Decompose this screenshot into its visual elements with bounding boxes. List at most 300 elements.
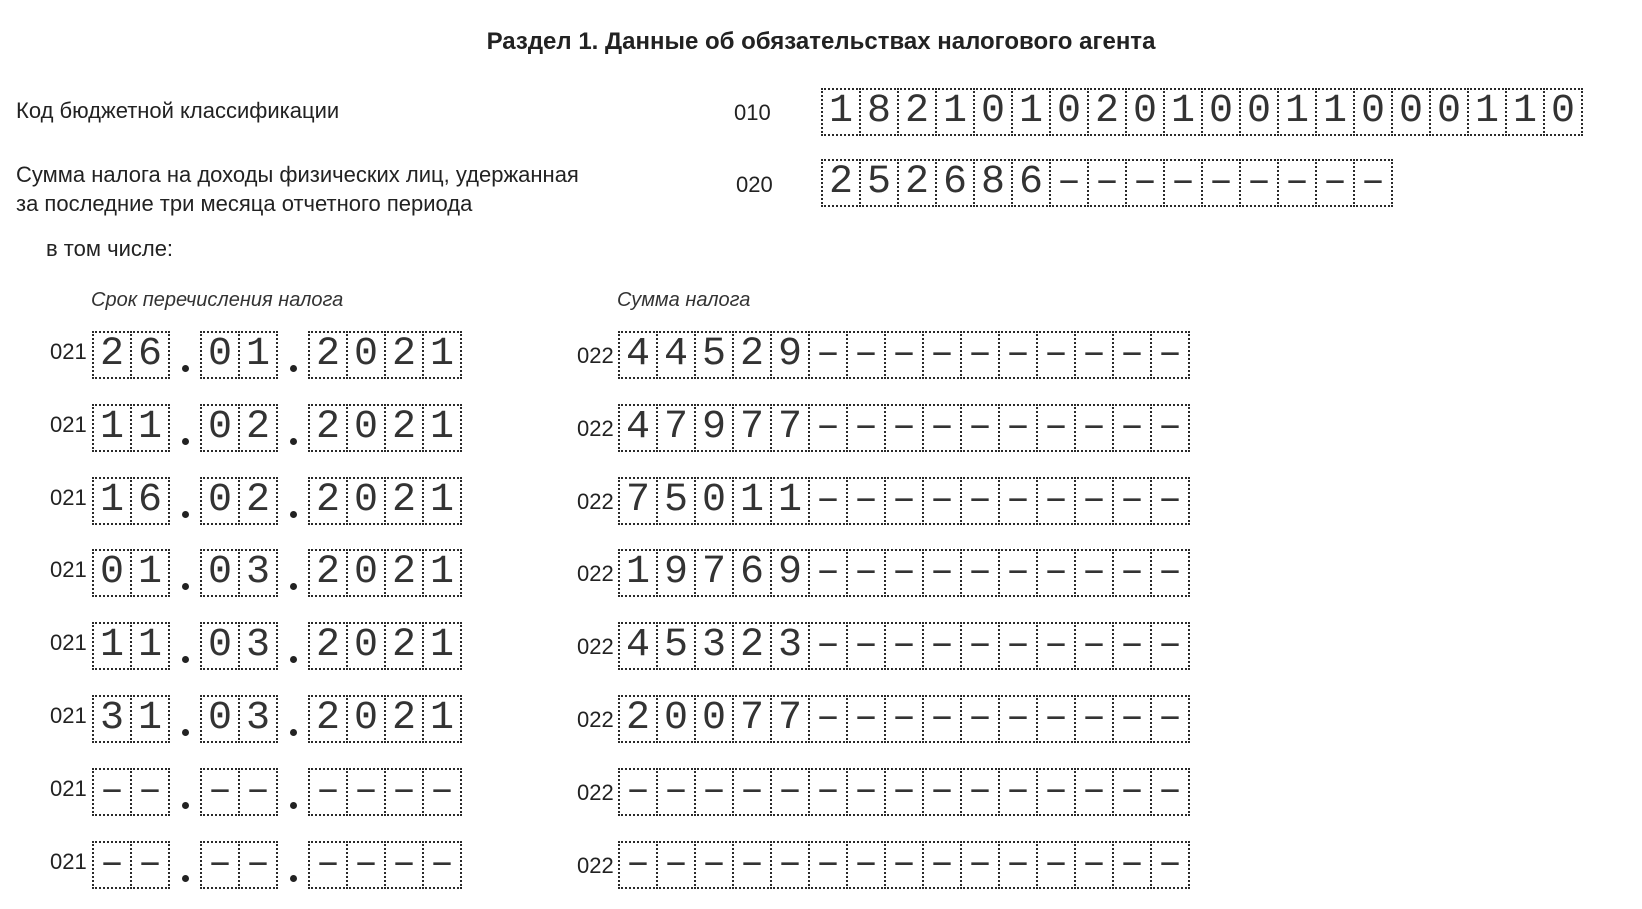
date-year-cell[interactable]: 2 [384,549,424,597]
tax-amount-digit-cell[interactable]: – [656,841,696,889]
tax-amount-digit-cell[interactable]: – [960,549,1000,597]
date-line-code: 021 [50,485,87,510]
tax-amount-digit-cell[interactable]: – [808,768,848,816]
tax-amount-digit-cell[interactable]: – [998,331,1038,379]
tax-amount-digit-cell[interactable]: – [998,768,1038,816]
tax-amount-digit-cell[interactable]: – [1074,331,1114,379]
date-year-cell[interactable]: 1 [422,331,462,379]
date-day-cell[interactable]: 1 [130,622,170,670]
date-month-group[interactable] [200,622,278,670]
tax-amount-digit-cell[interactable]: 0 [656,695,696,743]
tax-amount-digit-cell[interactable]: – [960,841,1000,889]
amount-line-code: 022 [577,561,614,586]
tax-amount-digit-cell[interactable]: 0 [694,477,734,525]
kbk-digit-cell[interactable]: 0 [1391,88,1431,136]
tax-amount-digit-cell[interactable]: – [960,622,1000,670]
payment-date-field[interactable] [92,768,462,816]
tax-amount-digit-cell[interactable]: – [960,695,1000,743]
tax-amount-digit-cell[interactable]: – [1074,477,1114,525]
tax-amount-digit-cell[interactable]: – [1112,477,1152,525]
tax-amount-digit-cell[interactable]: – [808,477,848,525]
tax-amount-digit-cell[interactable]: 7 [732,404,772,452]
date-year-group[interactable] [308,477,462,525]
date-day-cell[interactable]: – [92,841,132,889]
date-month-cell[interactable]: – [238,841,278,889]
date-month-cell[interactable]: – [200,768,240,816]
kbk-digit-cell[interactable]: 0 [973,88,1013,136]
date-separator-dot [170,841,200,889]
tax-amount-digit-cell[interactable]: 7 [732,695,772,743]
tax-amount-digit-cell[interactable]: 7 [770,695,810,743]
tax-sum-digit-cell[interactable]: – [1125,159,1165,207]
date-month-cell[interactable]: 0 [200,331,240,379]
payment-date-field[interactable] [92,331,462,379]
kbk-label: Код бюджетной классификации [16,98,340,123]
tax-amount-digit-cell[interactable]: – [1112,695,1152,743]
kbk-digit-cell[interactable]: 0 [1429,88,1469,136]
tax-sum-digit-cell[interactable]: – [1353,159,1393,207]
tax-amount-digit-cell[interactable]: – [1112,622,1152,670]
date-year-cell[interactable]: 2 [384,622,424,670]
tax-amount-field[interactable] [618,622,1190,670]
date-day-group[interactable] [92,695,170,743]
date-year-cell[interactable]: 2 [308,695,348,743]
tax-amount-digit-cell[interactable]: – [1150,404,1190,452]
tax-amount-digit-cell[interactable]: 5 [656,477,696,525]
date-month-cell[interactable]: 0 [200,549,240,597]
date-month-cell[interactable]: – [200,841,240,889]
tax-amount-digit-cell[interactable]: – [1112,549,1152,597]
section-title: Раздел 1. Данные об обязательствах налогового агента [486,28,1156,55]
amount-line-code: 022 [577,780,614,805]
tax-amount-digit-cell[interactable]: – [1036,549,1076,597]
tax-amount-digit-cell[interactable]: – [770,841,810,889]
tax-sum-digit-cell[interactable]: 8 [973,159,1013,207]
tax-amount-digit-cell[interactable]: – [1036,841,1076,889]
date-day-cell[interactable]: 6 [130,477,170,525]
date-year-cell[interactable]: 1 [422,549,462,597]
tax-amount-digit-cell[interactable]: 5 [694,331,734,379]
tax-amount-digit-cell[interactable]: – [884,841,924,889]
tax-amount-digit-cell[interactable]: – [922,695,962,743]
date-day-group[interactable] [92,404,170,452]
tax-amount-digit-cell[interactable]: – [922,477,962,525]
tax-amount-digit-cell[interactable]: – [846,477,886,525]
tax-amount-digit-cell[interactable]: – [922,404,962,452]
date-year-cell[interactable]: 0 [346,549,386,597]
date-year-group[interactable] [308,404,462,452]
amount-column-header: Сумма налога [617,289,751,311]
date-year-cell[interactable]: 2 [384,404,424,452]
date-year-cell[interactable]: 0 [346,622,386,670]
date-line-code: 021 [50,630,87,655]
payment-date-field[interactable] [92,695,462,743]
tax-sum-digit-cell[interactable]: 2 [821,159,861,207]
tax-amount-digit-cell[interactable]: – [922,549,962,597]
tax-amount-digit-cell[interactable]: – [808,404,848,452]
tax-amount-digit-cell[interactable]: – [846,331,886,379]
tax-amount-digit-cell[interactable]: 6 [732,549,772,597]
amount-line-code: 022 [577,343,614,368]
date-separator-dot [170,768,200,816]
tax-amount-digit-cell[interactable]: – [1074,622,1114,670]
date-day-cell[interactable]: 3 [92,695,132,743]
tax-amount-digit-cell[interactable]: – [884,695,924,743]
kbk-digit-cell[interactable]: 0 [1353,88,1393,136]
date-year-cell[interactable]: 2 [308,331,348,379]
date-line-code: 021 [50,703,87,728]
tax-amount-digit-cell[interactable]: 1 [770,477,810,525]
date-year-cell[interactable]: 1 [422,695,462,743]
date-year-group[interactable] [308,841,462,889]
kbk-digit-cell[interactable]: 1 [1467,88,1507,136]
tax-sum-digit-cell[interactable]: – [1239,159,1279,207]
tax-amount-digit-cell[interactable]: – [808,622,848,670]
tax-amount-digit-cell[interactable]: – [1150,841,1190,889]
tax-sum-cells[interactable] [821,159,1393,207]
amount-line-code: 022 [577,707,614,732]
tax-amount-digit-cell[interactable]: – [884,477,924,525]
date-line-code: 021 [50,776,87,801]
tax-amount-digit-cell[interactable]: – [1074,768,1114,816]
tax-amount-digit-cell[interactable]: – [732,768,772,816]
tax-amount-digit-cell[interactable]: 7 [694,549,734,597]
tax-amount-digit-cell[interactable]: – [694,768,734,816]
tax-amount-field[interactable] [618,404,1190,452]
tax-amount-digit-cell[interactable]: – [808,549,848,597]
date-month-cell[interactable]: 3 [238,549,278,597]
payment-date-field[interactable] [92,549,462,597]
date-separator-dot [170,695,200,743]
kbk-digit-cell[interactable]: 1 [1315,88,1355,136]
date-year-cell[interactable]: 2 [384,331,424,379]
tax-amount-digit-cell[interactable]: – [846,768,886,816]
kbk-line-code: 010 [734,100,771,125]
date-day-cell[interactable]: 1 [130,404,170,452]
kbk-digit-cell[interactable]: 0 [1543,88,1583,136]
date-year-group[interactable] [308,622,462,670]
kbk-digit-cell[interactable]: 1 [1277,88,1317,136]
date-month-group[interactable] [200,477,278,525]
tax-amount-digit-cell[interactable]: – [1150,622,1190,670]
date-day-cell[interactable]: – [130,768,170,816]
tax-amount-digit-cell[interactable]: – [1150,549,1190,597]
kbk-digit-cell[interactable]: 1 [1163,88,1203,136]
tax-amount-digit-cell[interactable]: – [884,404,924,452]
amount-line-code: 022 [577,853,614,878]
date-year-group[interactable] [308,695,462,743]
date-separator-dot [278,404,308,452]
date-line-code: 021 [50,339,87,364]
date-day-group[interactable] [92,622,170,670]
payment-date-field[interactable] [92,477,462,525]
tax-amount-digit-cell[interactable]: 9 [770,331,810,379]
amount-line-code: 022 [577,489,614,514]
tax-amount-digit-cell[interactable]: – [1112,404,1152,452]
date-day-group[interactable] [92,477,170,525]
date-year-cell[interactable]: 2 [308,622,348,670]
tax-amount-digit-cell[interactable]: 2 [732,622,772,670]
tax-sum-digit-cell[interactable]: 5 [859,159,899,207]
kbk-digit-cell[interactable]: 2 [1087,88,1127,136]
date-month-group[interactable] [200,695,278,743]
date-day-cell[interactable]: – [92,768,132,816]
tax-sum-digit-cell[interactable]: – [1163,159,1203,207]
date-year-cell[interactable]: – [308,768,348,816]
kbk-digit-cell[interactable]: 2 [897,88,937,136]
tax-amount-digit-cell[interactable]: – [998,695,1038,743]
tax-amount-digit-cell[interactable]: – [618,841,658,889]
tax-amount-digit-cell[interactable]: 4 [656,331,696,379]
date-separator-dot [278,841,308,889]
tax-amount-digit-cell[interactable]: 7 [770,404,810,452]
tax-amount-digit-cell[interactable]: – [998,404,1038,452]
tax-amount-digit-cell[interactable]: 3 [770,622,810,670]
date-year-cell[interactable]: 2 [308,404,348,452]
date-year-cell[interactable]: – [422,841,462,889]
payment-date-field[interactable] [92,404,462,452]
tax-amount-digit-cell[interactable]: – [1036,768,1076,816]
date-month-cell[interactable]: 0 [200,695,240,743]
date-line-code: 021 [50,849,87,874]
date-year-cell[interactable]: 0 [346,331,386,379]
tax-sum-digit-cell[interactable]: 6 [1011,159,1051,207]
tax-amount-digit-cell[interactable]: 7 [656,404,696,452]
tax-amount-digit-cell[interactable]: – [998,841,1038,889]
date-year-cell[interactable]: – [346,841,386,889]
tax-amount-digit-cell[interactable]: – [1074,404,1114,452]
tax-amount-digit-cell[interactable]: 1 [618,549,658,597]
date-month-cell[interactable]: 3 [238,695,278,743]
date-year-group[interactable] [308,768,462,816]
kbk-digit-cell[interactable]: 0 [1201,88,1241,136]
date-separator-dot [170,549,200,597]
tax-amount-digit-cell[interactable]: – [1074,695,1114,743]
kbk-digit-cell[interactable]: 1 [935,88,975,136]
tax-amount-digit-cell[interactable]: 1 [732,477,772,525]
date-month-cell[interactable]: 1 [238,331,278,379]
tax-sum-digit-cell[interactable]: 2 [897,159,937,207]
date-year-cell[interactable]: 0 [346,477,386,525]
date-year-cell[interactable]: – [422,768,462,816]
tax-amount-digit-cell[interactable]: – [1036,695,1076,743]
tax-amount-digit-cell[interactable]: – [808,695,848,743]
date-line-code: 021 [50,557,87,582]
date-day-cell[interactable]: 0 [92,549,132,597]
date-year-cell[interactable]: – [308,841,348,889]
date-day-group[interactable] [92,549,170,597]
kbk-digit-cell[interactable]: 0 [1239,88,1279,136]
tax-amount-digit-cell[interactable]: – [922,841,962,889]
tax-sum-digit-cell[interactable]: – [1049,159,1089,207]
tax-amount-digit-cell[interactable]: – [770,768,810,816]
tax-amount-digit-cell[interactable]: 9 [656,549,696,597]
tax-amount-digit-cell[interactable]: 2 [618,695,658,743]
tax-amount-digit-cell[interactable]: – [618,768,658,816]
tax-amount-digit-cell[interactable]: – [808,331,848,379]
tax-amount-field[interactable] [618,549,1190,597]
tax-sum-digit-cell[interactable]: 6 [935,159,975,207]
kbk-digit-cell[interactable]: 1 [1505,88,1545,136]
tax-sum-label-line1: Сумма налога на доходы физических лиц, удержанная [16,162,579,187]
tax-amount-digit-cell[interactable]: – [846,841,886,889]
date-day-group[interactable] [92,331,170,379]
tax-amount-digit-cell[interactable]: – [1074,549,1114,597]
tax-amount-digit-cell[interactable]: – [884,768,924,816]
date-day-cell[interactable]: 6 [130,331,170,379]
tax-amount-digit-cell[interactable]: – [694,841,734,889]
date-year-cell[interactable]: – [384,768,424,816]
tax-amount-digit-cell[interactable]: – [998,549,1038,597]
date-year-group[interactable] [308,549,462,597]
tax-amount-digit-cell[interactable]: – [846,549,886,597]
tax-amount-digit-cell[interactable]: – [1150,477,1190,525]
date-month-cell[interactable]: 0 [200,622,240,670]
date-separator-dot [278,695,308,743]
tax-sum-digit-cell[interactable]: – [1277,159,1317,207]
tax-amount-digit-cell[interactable]: – [1150,768,1190,816]
date-year-cell[interactable]: 1 [422,477,462,525]
tax-amount-field[interactable] [618,768,1190,816]
tax-amount-digit-cell[interactable]: – [1036,477,1076,525]
tax-amount-digit-cell[interactable]: – [846,695,886,743]
tax-amount-digit-cell[interactable]: 7 [618,477,658,525]
tax-amount-digit-cell[interactable]: – [998,477,1038,525]
date-day-cell[interactable]: 2 [92,331,132,379]
date-year-cell[interactable]: 0 [346,695,386,743]
tax-amount-digit-cell[interactable]: – [884,331,924,379]
tax-amount-digit-cell[interactable]: 9 [694,404,734,452]
tax-sum-digit-cell[interactable]: – [1087,159,1127,207]
date-line-code: 021 [50,412,87,437]
kbk-digit-cell[interactable]: 1 [821,88,861,136]
date-year-cell[interactable]: – [346,768,386,816]
payment-date-field[interactable] [92,622,462,670]
tax-amount-digit-cell[interactable]: – [922,331,962,379]
tax-amount-digit-cell[interactable]: 0 [694,695,734,743]
kbk-digit-cell[interactable]: 1 [1011,88,1051,136]
tax-amount-digit-cell[interactable]: – [884,549,924,597]
date-day-cell[interactable]: 1 [92,477,132,525]
tax-sum-line-code: 020 [736,172,773,197]
tax-amount-digit-cell[interactable]: – [960,768,1000,816]
date-month-cell[interactable]: 3 [238,622,278,670]
date-day-group[interactable] [92,841,170,889]
including-label: в том числе: [46,236,174,261]
payment-date-field[interactable] [92,841,462,889]
date-month-group[interactable] [200,549,278,597]
tax-amount-digit-cell[interactable]: – [656,768,696,816]
tax-amount-field[interactable] [618,841,1190,889]
tax-amount-digit-cell[interactable]: – [1112,841,1152,889]
date-month-group[interactable] [200,331,278,379]
tax-amount-digit-cell[interactable]: – [1150,695,1190,743]
date-separator-dot [278,549,308,597]
tax-amount-digit-cell[interactable]: – [1150,331,1190,379]
kbk-digit-cell[interactable]: 8 [859,88,899,136]
date-separator-dot [170,404,200,452]
date-year-cell[interactable]: 2 [308,549,348,597]
tax-amount-digit-cell[interactable]: 5 [656,622,696,670]
date-day-cell[interactable]: 1 [92,622,132,670]
tax-sum-digit-cell[interactable]: – [1315,159,1355,207]
tax-amount-digit-cell[interactable]: – [960,404,1000,452]
date-year-cell[interactable]: 1 [422,404,462,452]
date-day-cell[interactable]: – [130,841,170,889]
tax-amount-digit-cell[interactable]: – [1036,622,1076,670]
tax-amount-digit-cell[interactable]: – [960,331,1000,379]
tax-amount-digit-cell[interactable]: 9 [770,549,810,597]
date-year-cell[interactable]: 2 [308,477,348,525]
tax-amount-field[interactable] [618,331,1190,379]
date-day-cell[interactable]: 1 [92,404,132,452]
date-year-cell[interactable]: 1 [422,622,462,670]
date-separator-dot [278,477,308,525]
tax-amount-digit-cell[interactable]: – [922,622,962,670]
tax-amount-digit-cell[interactable]: – [998,622,1038,670]
date-separator-dot [170,622,200,670]
tax-amount-digit-cell[interactable]: – [922,768,962,816]
tax-amount-digit-cell[interactable]: – [960,477,1000,525]
tax-amount-digit-cell[interactable]: – [1074,841,1114,889]
date-year-group[interactable] [308,331,462,379]
date-month-group[interactable] [200,404,278,452]
date-year-cell[interactable]: – [384,841,424,889]
date-separator-dot [170,331,200,379]
tax-amount-digit-cell[interactable]: – [846,622,886,670]
tax-amount-digit-cell[interactable]: – [1036,331,1076,379]
date-year-cell[interactable]: 2 [384,695,424,743]
tax-amount-digit-cell[interactable]: – [846,404,886,452]
tax-amount-digit-cell[interactable]: – [732,841,772,889]
tax-amount-digit-cell[interactable]: 3 [694,622,734,670]
date-month-group[interactable] [200,841,278,889]
tax-amount-digit-cell[interactable]: – [1036,404,1076,452]
date-separator-dot [278,768,308,816]
tax-amount-digit-cell[interactable]: 4 [618,331,658,379]
tax-amount-digit-cell[interactable]: – [884,622,924,670]
date-year-cell[interactable]: 0 [346,404,386,452]
tax-sum-label-line2: за последние три месяца отчетного периода [16,191,473,216]
kbk-cells[interactable] [821,88,1583,136]
date-separator-dot [278,622,308,670]
date-month-cell[interactable]: 2 [238,477,278,525]
tax-amount-digit-cell[interactable]: – [808,841,848,889]
tax-amount-digit-cell[interactable]: 4 [618,404,658,452]
date-month-cell[interactable]: 0 [200,477,240,525]
kbk-digit-cell[interactable]: 0 [1049,88,1089,136]
date-separator-dot [278,331,308,379]
tax-amount-digit-cell[interactable]: 4 [618,622,658,670]
tax-amount-field[interactable] [618,695,1190,743]
tax-sum-digit-cell[interactable]: – [1201,159,1241,207]
tax-amount-digit-cell[interactable]: 2 [732,331,772,379]
date-month-cell[interactable]: 2 [238,404,278,452]
date-year-cell[interactable]: 2 [384,477,424,525]
date-month-group[interactable] [200,768,278,816]
tax-amount-field[interactable] [618,477,1190,525]
date-month-cell[interactable]: – [238,768,278,816]
tax-amount-digit-cell[interactable]: – [1112,331,1152,379]
date-day-cell[interactable]: 1 [130,549,170,597]
date-month-cell[interactable]: 0 [200,404,240,452]
date-day-cell[interactable]: 1 [130,695,170,743]
kbk-digit-cell[interactable]: 0 [1125,88,1165,136]
amount-line-code: 022 [577,634,614,659]
date-column-header: Срок перечисления налога [91,289,344,311]
tax-amount-digit-cell[interactable]: – [1112,768,1152,816]
date-day-group[interactable] [92,768,170,816]
